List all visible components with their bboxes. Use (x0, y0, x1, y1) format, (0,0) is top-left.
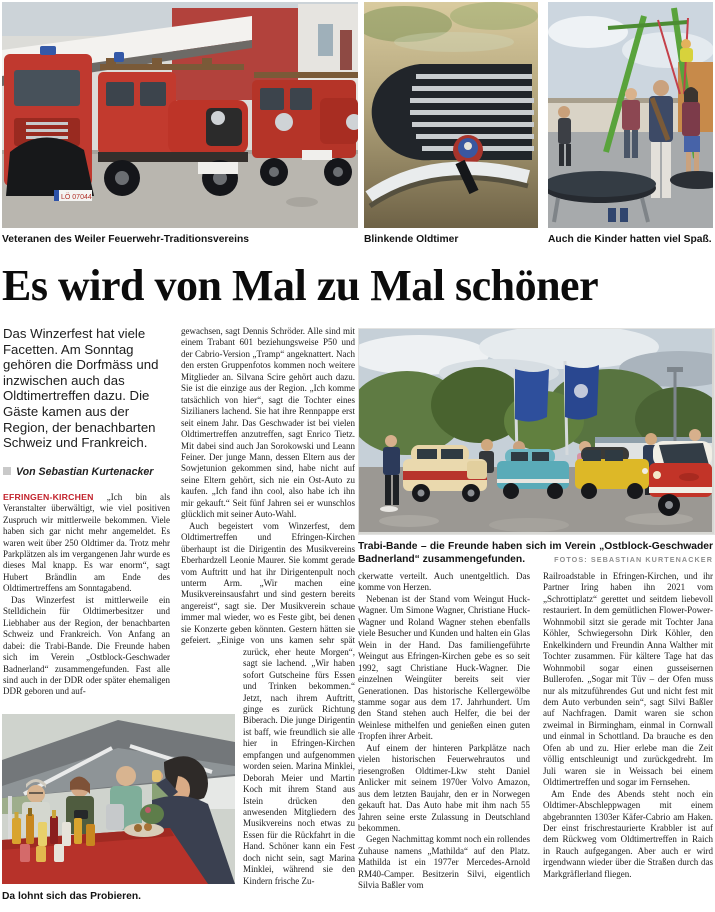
caption-trabi-text: Trabi-Bande – die Freunde haben sich im Verein „Ostblock-Geschwader Badnerland“ zusammengefunden. (358, 541, 713, 565)
photo-oldtimer-grille (364, 2, 538, 228)
caption-tasting-stand: Da lohnt sich das Probieren. (2, 891, 142, 902)
paragraph: Das Winzerfest ist mittlerweile ein Stelldichein für Oldtimerbesitzer und Liebhaber aus der Region, der benachbarten Schweiz und Frankreich. Von Anfang an dabei: die Trabi-Bande. Die Freunde haben sich im Verein „Ostblock-Geschwader Badnerland“ zusammengefunden. Fast alle sind auch in der DDR oder später ehemaligen DDR geboren und auf- (3, 594, 170, 697)
paragraph: Railroadstable in Efringen-Kirchen, und ihr Partner Iring haben ihn 2021 vom „Schrottiplatz“ gerettet und seitdem liebevoll restauriert. In dem gemütlichen Flower-Power-Wohnmobil sitzt sie gerade mit Tochter Jana Köhler, Schwiegersohn Dirk Köhler, den Enkelkindern und Freundin Anna Walther mit Tochter zusammen. Für kältere Tage hat das Wohnmobil sogar einen gusseisernen Bullerofen. „Sogar mit Tüv – der Ofen muss nur als mitzuführendes Gut und nicht fest mit dem Auto verbunden sein“, sagt Silvi Baßler auf Nachfragen. Damit waren sie schon zweimal in Birmingham, einmal in Cornwall und einmal in Schottland. Da brauche es den Ofen ab und zu. Hier erlebe man die Zeit völlig entschleunigt und zurückgedreht. Im Juli waren sie in Weissach bei einem Oldtimertreffen und sogar im Fernsehen. (543, 571, 713, 788)
column-4 (543, 571, 713, 912)
column-3 (358, 571, 530, 912)
caption-oldtimer: Blinkende Oldtimer (364, 234, 459, 245)
paragraph (3, 492, 170, 595)
byline-square-icon (3, 467, 11, 475)
paragraph: Auf einem der hinteren Parkplätze nach vielen historischen Feuerwehrautos und riesengroßen Oldtimer-Lkw steht Daniel Anlicker mit seinem 1970er Volvo Amazon, aus dem letzten Baujahr, den er in Norwegen gekauft hat. Das Auto habe mit ihm nach 55 Jahren seine erste Zulassung in Deutschland bekommen. (358, 742, 530, 833)
paragraph: Gegen Nachmittag kommt noch ein rollendes Zuhause namens „Mathilda“ auf den Platz. Mathilda ist ein 1977er Mercedes-Arnold RM40-Camper. Besitzerin Silvi, eigentlich Silvia Baßler vom (358, 834, 530, 891)
paragraph: ckerwatte verteilt. Auch unentgeltlich. Das komme von Herzen. (358, 571, 530, 593)
photo-credit: FOTOS: SEBASTIAN KURTENACKER (554, 555, 713, 564)
trampoline-illustration (548, 2, 713, 228)
stand-illustration (2, 714, 235, 884)
paragraph: Nebenan ist der Stand vom Weingut Huck-Wagner. Um Simone Wagner, Christiane Huck-Wagner und Roland Wagner stehen ebenfalls viele Besucher und Kunden und halten ein Glas Wein in der Hand. Das familiengeführte Weingut aus Efringen-Kirchen gebe es so seit 1992, sagt Christiane Huck-Wagner. Die einzelnen Weingüter bereits seit vier Generationen. Das historische Kellergewölbe stamme sogar aus dem 17. Jahrhundert. Um den Stand stehen auch Helfer, die bei der Weinlese mithelfen und genießen einen guten Tropfen ihrer Arbeit. (358, 593, 530, 742)
caption-kids: Auch die Kinder hatten viel Spaß. (548, 234, 712, 245)
photo-trabi-bande (358, 328, 715, 535)
caption-trabi (358, 540, 713, 567)
grille-illustration (364, 2, 538, 228)
photo-kids-trampoline (548, 2, 713, 228)
column-1-body (3, 492, 170, 698)
article-headline: Es wird von Mal zu Mal schöner (2, 261, 599, 310)
caption-fire-trucks: Veteranen des Weiler Feuerwehr-Traditionsvereins (2, 234, 250, 245)
paragraph-text: Auch begeistert vom Winzerfest, dem Oldtimertreffen und Efringen-Kirchen überhaupt ist die Dirigentin des Musikvereins Eberhardzell Leonie Maurer. Sie kommt gerade vom Auftritt und hat ihr Dirigentenpult noch unterm Arm. „Wir machen eine Musikvereinsausfahrt und sind gestern bereits angereist“, sagt sie. Der Musikverein schaue immer mal wieder, wo es Feste gibt, bei denen sie Konzerte geben könnten. Gestern hätten sie gefeiert. „Einige von uns kamen sehr spät (181, 520, 355, 646)
paragraph-text: „Ich bin als Veranstalter überwältigt, wie viel positiven Zuspruch wir mittlerweile bekommen. Viele haben sich gar nicht mehr angemeldet. Es waren weit über 250 Oldtimer da. Trotz mehr Parkplätzen als im vergangenen Jahr wurde es dieses Mal knapp. Es war enorm“, sagt Hubert Brändlin am Ende des Oldtimertreffens am Sonntagabend. (3, 491, 171, 594)
lead-paragraph: Das Winzerfest hat viele Facetten. Am Sonntag gehören die Dorfmäss und inzwischen auch das Oldtimertreffen dazu. Die Gäste kamen aus der Region, der benachbarten Schweiz und Frankreich. (3, 326, 159, 451)
photo-fire-trucks (2, 2, 358, 228)
fire-trucks-illustration (2, 2, 358, 228)
dateline: EFRINGEN-KIRCHEN (3, 491, 94, 502)
photo-tasting-stand (2, 714, 235, 884)
paragraph: gewachsen, sagt Dennis Schröder. Alle sind mit einem Trabant 601 beziehungsweise P50 und der Cabrio-Version „Tramp“ angeknattert. Nach den ersten Gruppenfotos kommen noch weitere Mitglieder an. Silvana Scire gehört auch dazu. Sie ist die einzige aus der Region. „Ich komme tatsächlich von hier“, sagt die Tochter eines Sizilianers lachend. Sie hat ihre Rennpappe erst seit einem Jahr. Das Geschwader ist bei vielen Oldtimertreffen anzutreffen, sagt Enrico Tietz. Mit dabei sind auch Jan Sorokowski und Leann Feiner. Der junge Mann, dessen Eltern aus der Sowjetunion gekommen sind, habe nicht auf seine Eltern gehört, sich nie ein Ost-Auto zu kaufen. „Ich fand ihn cool, also habe ich ihn mir gekauft.“ Seit fünf Jahren sei er wunschlos glücklich mit seiner Auto-Wahl. (181, 326, 355, 520)
byline (3, 466, 170, 478)
trabi-illustration (359, 329, 712, 532)
paragraph: Am Ende des Abends steht noch ein Oldtimer-Abschleppwagen mit einem abgebrannten 1303er Käfer-Cabrio am Haken. Der einst frischrestaurierte Krabbler ist auf dem Rückweg vom Oldtimertreffen in Raich in Rauch aufgegangen. Aber auch er wird irgendwann wieder über die Straßen durch das Markgräflerland fliegen. (543, 788, 713, 879)
byline-text: Von Sebastian Kurtenacker (16, 465, 154, 478)
column-1 (3, 326, 170, 698)
license-plate: LÖ 07044 (61, 194, 92, 201)
paragraph-text: zurück, eher heute Morgen“, sagt sie lachend. „Wir haben sofort Gutscheine fürs Essen und Trinken bekommen.“ Jetzt, nach ihrem Auftritt, ginge es zurück Richtung Biberach. Die junge Dirigentin ist baff, wie freundlich sie alle hier in Efringen-Kirchen empfangen und aufgenommen worden seien. Marina Minklei, Deborah Meier und Martin Koch mit ihrem Stand aus Istein drücken den anwesenden Mitgliedern des Musikvereins noch etwas zu Essen für die Rückfahrt in die Hand. Schöner kann ein Fest doch nicht sein, sagt Marina Minklei, während sie den Kindern frische Zu- (243, 646, 355, 886)
